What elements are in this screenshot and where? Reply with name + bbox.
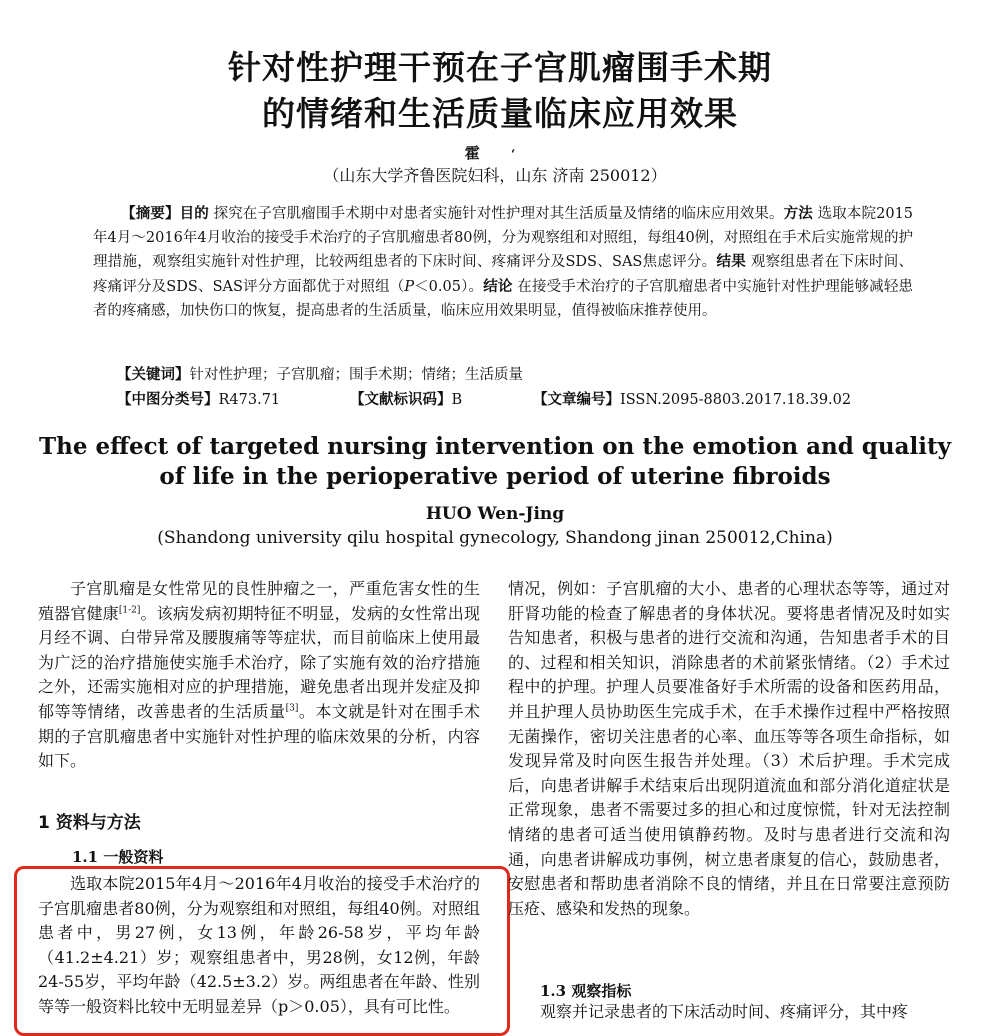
doc-label: 【文献标识码】 — [350, 391, 452, 408]
affiliation-cn: （山东大学齐鲁医院妇科，山东 济南 250012） — [323, 166, 667, 185]
abstract-result-text: 观察组患者在下床时间、疼痛评分及SDS、SAS评分方面都优于对照组（ — [93, 254, 914, 295]
title-en — [0, 432, 990, 492]
nursing-paragraph: 情况，例如：子宫肌瘤的大小、患者的心理状态等等，通过对肝肾功能的检查了解患者的身体状况。要将患者情况及时如实告知患者，积极与患者的进行交流和沟通，告知患者手术的目的、过程和相关知识，消除患者的术前紧张情绪。（2）手术过程中的护理。护理人员要准备好手术所需的设备和医药用品，并且护理人员协助医生完成手术，在手术操作过程中严格按照无菌操作，密切关注患者的心率、血压等等各项生命指标，如发现异常及时向医生报告并处理。（3）术后护理。手术完成后，向患者讲解手术结束后出现阴道流血和部分消化道症状是正常现象，患者不需要过多的担心和过度惊慌，针对无法控制情绪的患者可适当使用镇静药物。及时与患者进行交流和沟通，向患者讲解成功事例，树立患者康复的信心，鼓励患者，安慰患者和帮助患者消除不良的情绪，并且在日常要注意预防压疮、感染和发热的现象。 — [508, 579, 950, 918]
title-cn-line2: 的情绪和生活质量临床应用效果 — [262, 94, 738, 133]
intro-text-a: 子宫肌瘤是女性常见的良性肿瘤之一，严重危害女性的生殖器官健康 — [38, 579, 480, 623]
ref-3: [3] — [285, 703, 299, 714]
abstract-p-value: P — [404, 278, 415, 295]
title-en-line2: of life in the perioperative period of uterine fibroids — [159, 463, 831, 490]
clc-number — [117, 388, 280, 409]
abstract-goal-label: 目的 — [179, 205, 209, 222]
affiliation-en: (Shandong university qilu hospital gynecology, Shandong jinan 250012,China) — [157, 528, 833, 548]
keywords-text: 针对性护理；子宫肌瘤；围手术期；情绪；生活质量 — [189, 367, 523, 383]
author-en: HUO Wen-Jing — [425, 504, 565, 524]
abstract-result-text2: ＜0.05）。 — [414, 278, 484, 295]
author-cn — [0, 142, 980, 163]
title-en-line1: The effect of targeted nursing intervention on the emotion and quality — [39, 433, 951, 460]
keywords — [117, 363, 523, 384]
subsection-heading-1-3: 1.3 观察指标 — [540, 982, 632, 1000]
clc-label: 【中图分类号】 — [117, 391, 219, 408]
ref-1-2: [1-2] — [118, 605, 141, 616]
observation-paragraph: 观察并记录患者的下床活动时间、疼痛评分，其中疼 — [540, 1002, 909, 1021]
keywords-label: 【关键词】 — [117, 366, 190, 383]
doc-code — [350, 388, 462, 409]
author-cn-name: 霍 — [464, 144, 480, 162]
abstract-method-text: 选取本院2015年4月～2016年4月收治的接受手术治疗的子宫肌瘤患者80例，分为观察组和对照组，每组40例，对照组在手术后实施常规的护理措施，观察组实施针对性护理，比较两组患者的下床时间、疼痛评分及SDS、SAS焦虑评分。 — [93, 206, 914, 271]
intro-text-b: 。该病发病初期特征不明显，发病的女性常出现月经不调、白带异常及腰腹痛等等症状，而目前临床上使用最为广泛的治疗措施使实施手术治疗，除了实施有效的治疗措施之外，还需实施相对应的护理措施，避免患者出现并发症及抑郁等等情绪，改善患者的生活质量 — [38, 603, 480, 721]
title-cn-line1: 针对性护理干预在子宫肌瘤围手术期 — [228, 48, 772, 87]
abstract-result-label: 结果 — [716, 253, 746, 271]
article-number — [533, 388, 851, 409]
intro-paragraph — [38, 577, 480, 774]
general-data-paragraph: 选取本院2015年4月～2016年4月收治的接受手术治疗的子宫肌瘤患者80例，分为观察组和对照组，每组40例。对照组患者中，男27例，女13例，年龄26-58岁，平均年龄（41.2±4.21）岁；观察组患者中，男28例，女12例，年龄24-55岁，平均年龄（42.5±3.2）岁。两组患者在年龄、性别等等一般资料比较中无明显差异（p＞0.05），具有可比性。 — [38, 874, 480, 1016]
article-label: 【文章编号】 — [533, 391, 620, 408]
abstract-label: 【摘要】 — [121, 205, 180, 222]
clc-value: R473.71 — [218, 392, 281, 408]
abstract-conclusion-label: 结论 — [483, 277, 513, 295]
intro-text-c: 。本文就是针对在围手术期的子宫肌瘤患者中实施针对性护理的临床效果的分析，内容如下。 — [38, 701, 480, 771]
section-heading: 1 资料与方法 — [38, 813, 141, 833]
abstract-conclusion-text: 在接受手术治疗的子宫肌瘤患者中实施针对性护理能够减轻患者的疼痛感，加快伤口的恢复，提高患者的生活质量，临床应用效果明显，值得被临床推荐使用。 — [93, 278, 913, 319]
doc-value: B — [451, 392, 463, 408]
subsection-heading-1-1: 1.1 一般资料 — [72, 848, 164, 866]
abstract-method-label: 方法 — [783, 205, 813, 222]
highlight-box — [14, 866, 510, 1036]
abstract-goal-text: 探究在子宫肌瘤围手术期中对患者实施针对性护理对其生活质量及情绪的临床应用效果。 — [208, 206, 784, 222]
author-cn-mark: ʻ — [511, 147, 516, 161]
abstract — [93, 202, 913, 323]
article-value: ISSN.2095-8803.2017.18.39.02 — [620, 392, 852, 408]
